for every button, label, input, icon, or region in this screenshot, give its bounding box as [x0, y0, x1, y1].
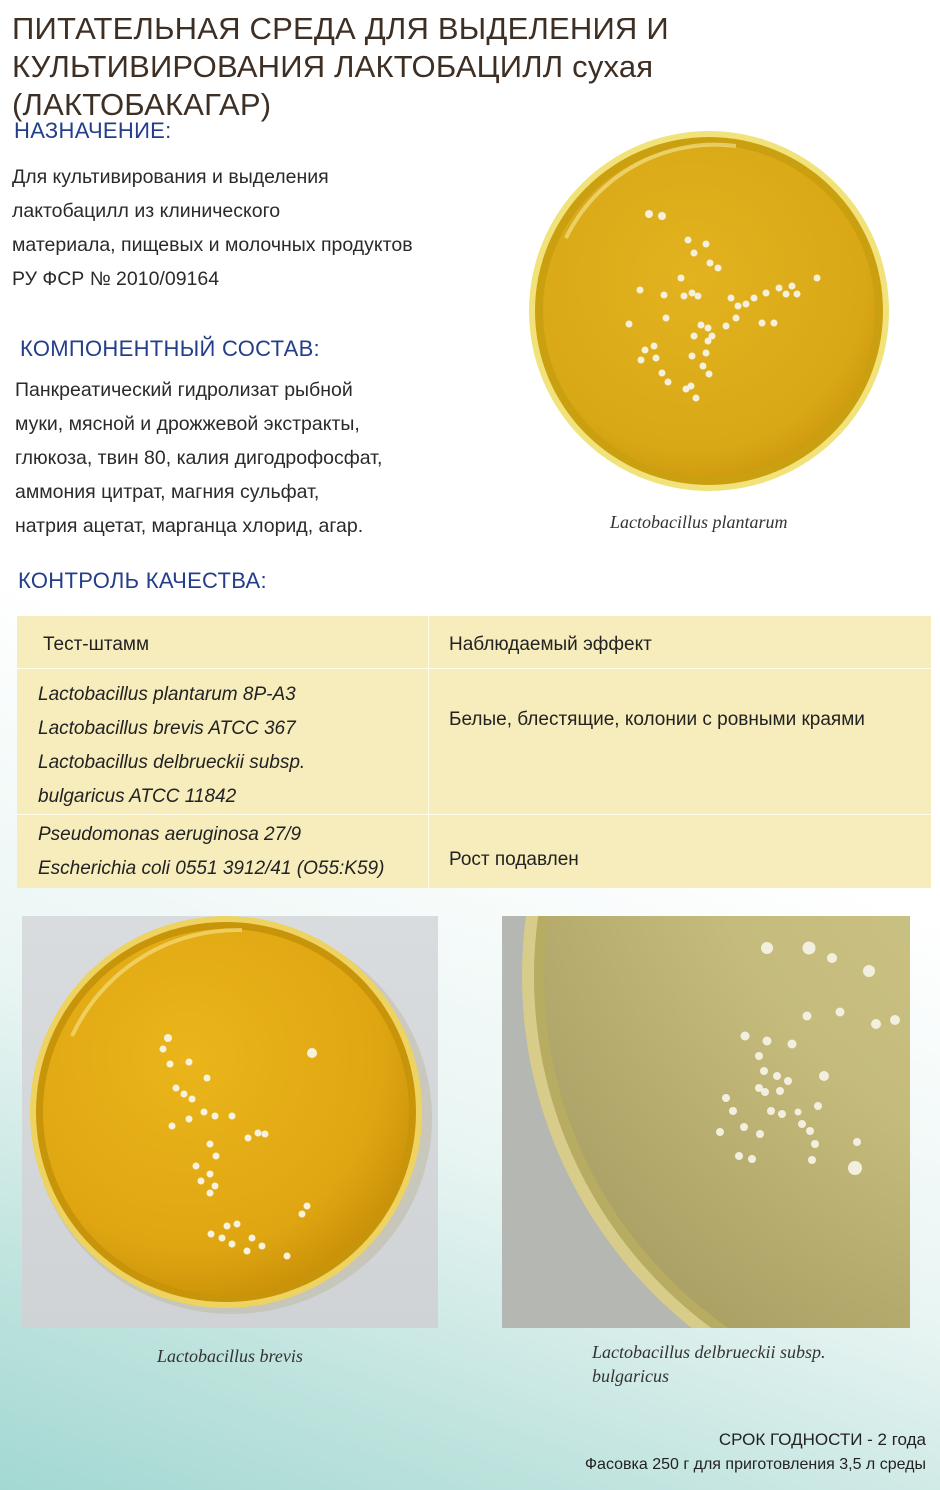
- composition-heading: КОМПОНЕНТНЫЙ СОСТАВ:: [20, 336, 320, 361]
- plate-caption-plantarum: Lactobacillus plantarum: [610, 512, 788, 532]
- strain-name: Escherichia coli 0551 3912/41 (O55:K59): [38, 858, 385, 879]
- composition-text: [15, 373, 382, 543]
- purpose-text: [12, 160, 413, 296]
- strain-name: Lactobacillus brevis ATCC 367: [38, 718, 296, 739]
- table-row: [17, 815, 931, 889]
- purpose-line: материала, пищевых и молочных продуктов: [12, 234, 413, 256]
- composition-line: Панкреатический гидролизат рыбной: [15, 379, 353, 401]
- strain-list: [17, 669, 428, 814]
- strain-list: [17, 815, 428, 886]
- plate-photo-plantarum: [526, 128, 892, 494]
- purpose-line: РУ ФСР № 2010/09164: [12, 268, 220, 290]
- column-header-strain: Тест-штамм: [43, 634, 150, 655]
- composition-line: глюкоза, твин 80, калия дигодрофосфат,: [15, 447, 383, 469]
- quality-heading: КОНТРОЛЬ КАЧЕСТВА:: [18, 568, 267, 593]
- shelf-life: СРОК ГОДНОСТИ - 2 года: [718, 1430, 926, 1449]
- table-header-row: [17, 616, 931, 669]
- quality-table: [17, 616, 931, 888]
- title-line-2: КУЛЬТИВИРОВАНИЯ ЛАКТОБАЦИЛЛ сухая (ЛАКТОБАКАГАР): [12, 49, 654, 122]
- table-row: [17, 669, 931, 815]
- strain-name: Pseudomonas aeruginosa 27/9: [38, 824, 302, 845]
- purpose-line: лактобацилл из клинического: [12, 200, 281, 222]
- page-title: [12, 10, 912, 124]
- purpose-heading: НАЗНАЧЕНИЕ:: [14, 118, 172, 143]
- plate-caption-line: bulgaricus: [592, 1366, 670, 1386]
- composition-line: муки, мясной и дрожжевой экстракты,: [15, 413, 360, 435]
- composition-line: аммония цитрат, магния сульфат,: [15, 481, 320, 503]
- plate-caption-line: Lactobacillus delbrueckii subsp.: [592, 1342, 826, 1362]
- plate-photo-delbrueckii: [502, 916, 910, 1328]
- plate-photo-brevis: [22, 916, 438, 1328]
- effect-text: Рост подавлен: [449, 849, 579, 870]
- title-line-1: ПИТАТЕЛЬНАЯ СРЕДА ДЛЯ ВЫДЕЛЕНИЯ И: [12, 11, 669, 46]
- column-header-effect: Наблюдаемый эффект: [449, 634, 652, 655]
- effect-text: Белые, блестящие, колонии с ровными краями: [449, 709, 865, 730]
- plate-caption-brevis: Lactobacillus brevis: [157, 1346, 303, 1366]
- strain-name: Lactobacillus delbrueckii subsp.: [38, 752, 306, 773]
- packaging-info: Фасовка 250 г для приготовления 3,5 л среды: [584, 1456, 926, 1473]
- plate-caption-delbrueckii: [592, 1340, 825, 1388]
- strain-name: bulgaricus ATCC 11842: [38, 786, 237, 807]
- purpose-line: Для культивирования и выделения: [12, 166, 329, 188]
- strain-name: Lactobacillus plantarum 8P-A3: [38, 684, 296, 705]
- composition-line: натрия ацетат, марганца хлорид, агар.: [15, 515, 364, 537]
